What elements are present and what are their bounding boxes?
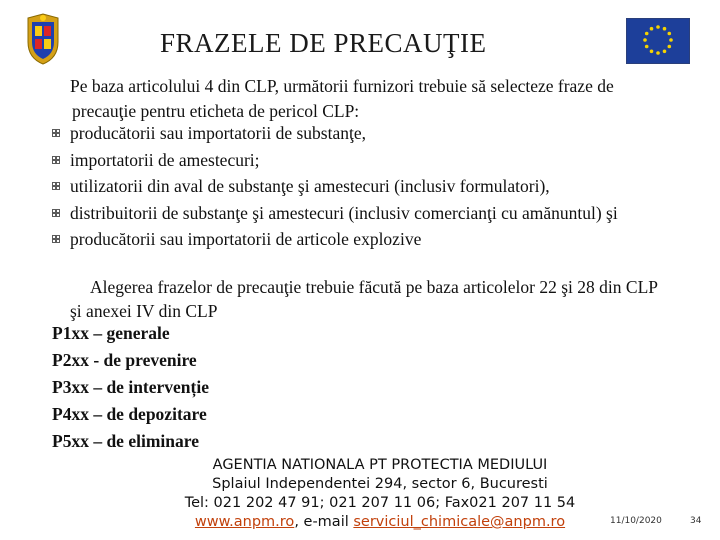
list-item xyxy=(52,401,209,428)
code-label: de eliminare xyxy=(106,431,199,451)
agency-footer xyxy=(130,456,630,532)
website-link[interactable]: www.anpm.ro xyxy=(194,514,295,530)
list-item-text: producătorii sau importatorii de articole explozive xyxy=(70,229,422,249)
list-item xyxy=(52,173,618,200)
list-item-text: producătorii sau importatorii de substanţe, xyxy=(70,123,366,143)
list-item xyxy=(52,226,618,253)
page-number: 34 xyxy=(690,516,702,526)
code-prefix: P3xx – xyxy=(52,377,107,397)
list-item xyxy=(52,147,618,174)
selection-line-2: şi anexei IV din CLP xyxy=(70,301,218,321)
list-item xyxy=(52,120,618,147)
list-item xyxy=(52,428,209,455)
bullet-icon xyxy=(52,129,60,137)
agency-name: AGENTIA NATIONALA PT PROTECTIA MEDIULUI xyxy=(212,457,548,473)
code-label: de depozitare xyxy=(106,404,207,424)
list-item-text: utilizatorii din aval de substanţe şi amestecuri (inclusiv formulatori), xyxy=(70,176,550,196)
supplier-list xyxy=(52,120,618,253)
intro-line-1: Pe baza articolului 4 din CLP, următorii furnizori trebuie să selecteze fraze de xyxy=(70,76,614,96)
code-prefix: P5xx – xyxy=(52,431,107,451)
intro-line-2: precauţie pentru eticheta de pericol CLP: xyxy=(72,101,360,121)
list-item xyxy=(52,320,209,347)
romania-coat-of-arms-icon xyxy=(22,12,64,66)
code-prefix: P2xx - xyxy=(52,350,104,370)
code-label: generale xyxy=(106,323,170,343)
bullet-icon xyxy=(52,209,60,217)
code-prefix: P4xx – xyxy=(52,404,107,424)
bullet-icon xyxy=(52,182,60,190)
agency-contact xyxy=(130,513,630,532)
bullet-icon xyxy=(52,235,60,243)
page-title: FRAZELE DE PRECAUŢIE xyxy=(160,28,487,58)
list-item-text: distribuitorii de substanţe şi amestecuri (inclusiv comercianţi cu amănuntul) şi xyxy=(70,202,618,223)
list-item xyxy=(52,200,618,227)
code-label: de intervenție xyxy=(106,377,209,397)
selection-paragraph xyxy=(70,275,690,323)
list-item xyxy=(52,347,209,374)
agency-phone: Tel: 021 202 47 91; 021 207 11 06; Fax021 207 11 54 xyxy=(184,495,576,511)
intro-paragraph xyxy=(70,74,680,124)
email-link[interactable]: serviciul_chimicale@anpm.ro xyxy=(353,514,566,530)
code-prefix: P1xx – xyxy=(52,323,107,343)
email-prefix: , e-mail xyxy=(294,514,354,530)
precaution-code-list xyxy=(52,320,209,455)
agency-address: Splaiul Independentei 294, sector 6, Bucuresti xyxy=(212,476,548,492)
list-item xyxy=(52,374,209,401)
bullet-icon xyxy=(52,156,60,164)
eu-flag-icon xyxy=(626,18,690,64)
selection-line-1: Alegerea frazelor de precauţie trebuie făcută pe baza articolelor 22 şi 28 din CLP xyxy=(90,277,658,297)
list-item-text: importatorii de amestecuri; xyxy=(70,149,260,170)
code-label: de prevenire xyxy=(103,350,197,370)
slide-date: 11/10/2020 xyxy=(610,516,662,526)
